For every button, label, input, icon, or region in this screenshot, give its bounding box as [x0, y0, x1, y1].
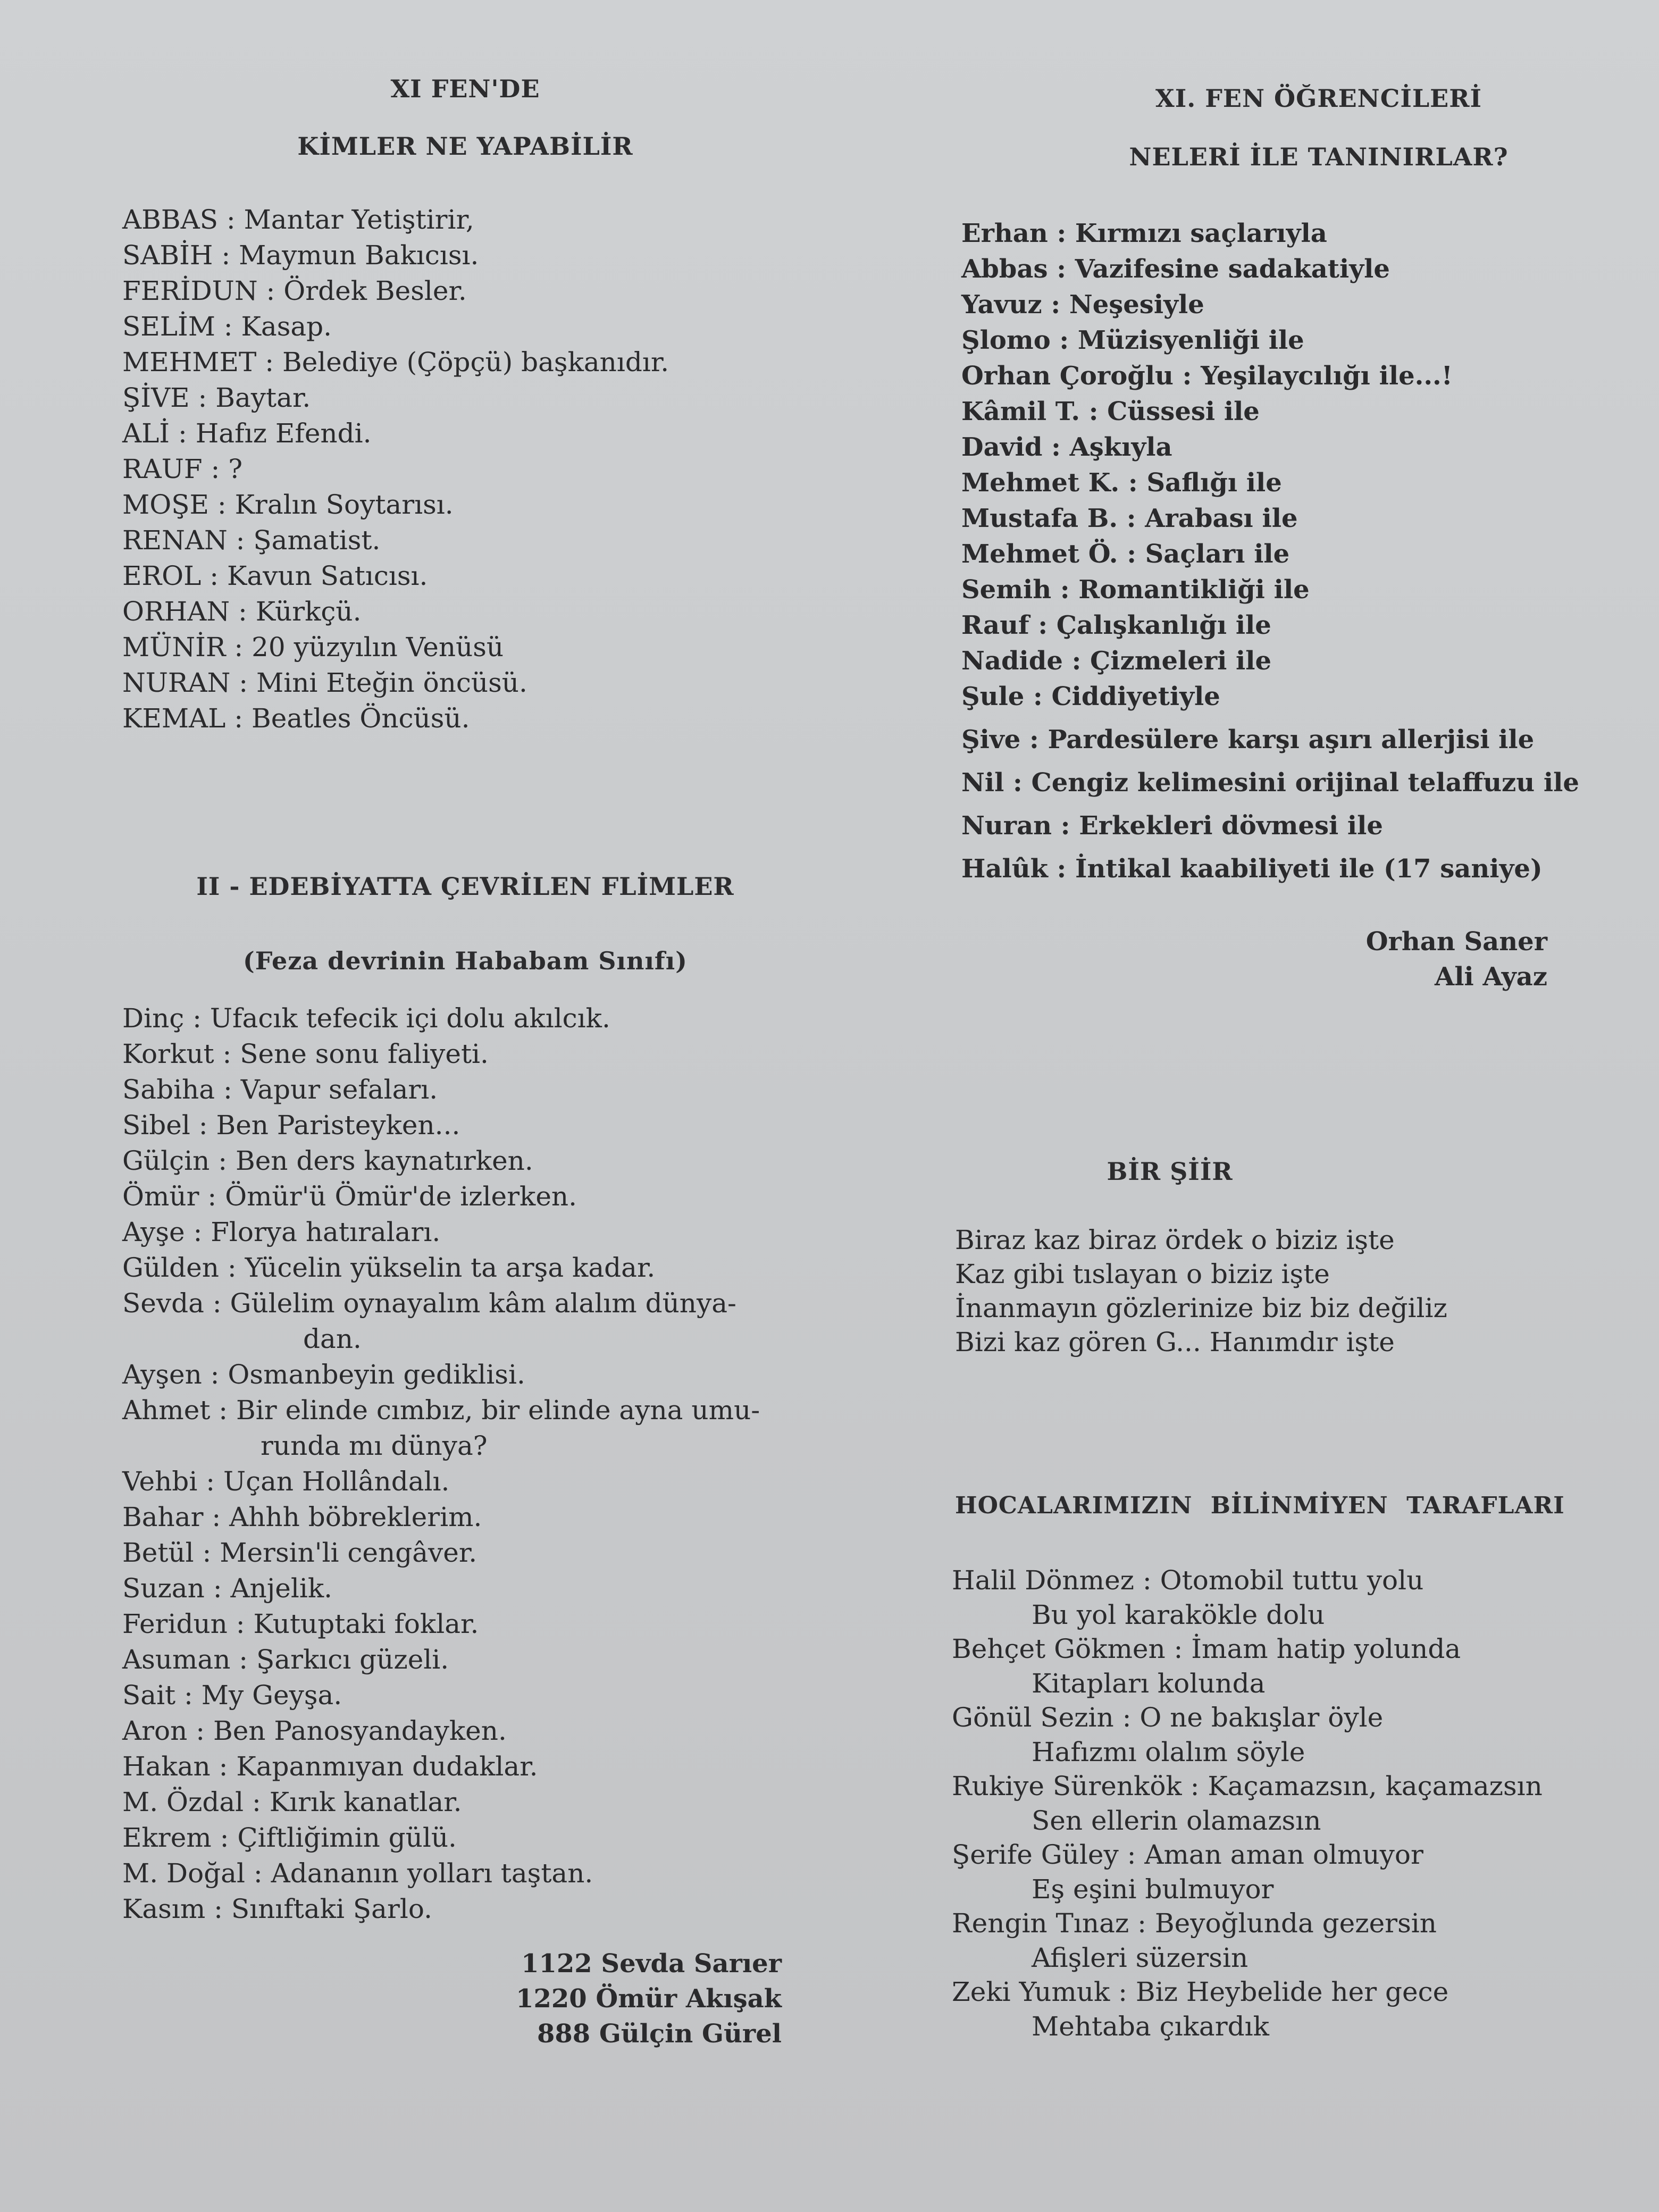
kimler-list	[122, 202, 669, 736]
list-item: SABİH : Maymun Bakıcısı.	[122, 240, 479, 271]
list-item: ALİ : Hafız Efendi.	[122, 418, 372, 449]
list-item: Kâmil T. : Cüssesi ile	[961, 397, 1260, 426]
list-item: EROL : Kavun Satıcısı.	[122, 560, 428, 591]
verse-line: Rengin Tınaz : Beyoğlunda gezersin	[952, 1908, 1437, 1939]
list-item: Betül : Mersin'li cengâver.	[122, 1537, 477, 1568]
list-item: FERİDUN : Ördek Besler.	[122, 275, 467, 306]
verse-line: Gönül Sezin : O ne bakışlar öyle	[952, 1702, 1384, 1733]
signature-block-right	[1271, 924, 1547, 994]
list-item: Aron : Ben Panosyandayken.	[122, 1715, 507, 1746]
list-item: Ayşe : Florya hatıraları.	[122, 1217, 441, 1247]
signature-block-left	[399, 1946, 782, 2051]
list-item: Ayşen : Osmanbeyin gediklisi.	[122, 1359, 525, 1390]
list-item: Şule : Ciddiyetiyle	[961, 682, 1220, 711]
list-item: Mehmet K. : Saflığı ile	[961, 468, 1282, 498]
list-item: MOŞE : Kralın Soytarısı.	[122, 489, 454, 520]
list-item: Dinç : Ufacık tefecik içi dolu akılcık.	[122, 1003, 610, 1034]
list-item: ABBAS : Mantar Yetiştirir,	[122, 204, 474, 235]
list-item: Şlomo : Müzisyenliği ile	[961, 325, 1304, 355]
verse-line-continuation: Hafızmı olalım söyle	[1032, 1736, 1305, 1767]
list-item: M. Özdal : Kırık kanatlar.	[122, 1787, 462, 1817]
list-item: Mustafa B. : Arabası ile	[961, 504, 1298, 533]
list-item-continuation: runda mı dünya?	[261, 1430, 488, 1461]
list-item: Ömür : Ömür'ü Ömür'de izlerken.	[122, 1181, 577, 1212]
section-title-ogrenciler-line1: XI. FEN ÖĞRENCİLERİ	[1155, 84, 1482, 113]
verse-line-continuation: Mehtaba çıkardık	[1032, 2010, 1269, 2042]
signature-line: Orhan Saner	[1365, 927, 1547, 957]
section-title-siir: BİR ŞİİR	[1107, 1157, 1233, 1186]
verse-line: Behçet Gökmen : İmam hatip yolunda	[952, 1633, 1461, 1664]
list-item: RENAN : Şamatist.	[122, 525, 381, 556]
list-item: Ahmet : Bir elinde cımbız, bir elinde ayna umu-	[122, 1395, 760, 1426]
signature-line: 888 Gülçin Gürel	[537, 2019, 782, 2049]
verse-line: Rukiye Sürenkök : Kaçamazsın, kaçamazsın	[952, 1771, 1543, 1802]
ogrenciler-list	[961, 216, 1579, 887]
section-title-kimler-line1: XI FEN'DE	[390, 74, 540, 103]
list-item: Sibel : Ben Paristeyken...	[122, 1110, 460, 1141]
list-item: SELİM : Kasap.	[122, 311, 332, 342]
list-item: Vehbi : Uçan Hollândalı.	[122, 1466, 450, 1497]
list-item: David : Aşkıyla	[961, 432, 1172, 462]
list-item: RAUF : ?	[122, 454, 243, 484]
list-item: Rauf : Çalışkanlığı ile	[961, 610, 1271, 640]
section-subtitle-filmler: (Feza devrinin Hababam Sınıfı)	[243, 946, 688, 975]
hocalar-lines	[952, 1563, 1543, 2043]
list-item: NURAN : Mini Eteğin öncüsü.	[122, 667, 527, 698]
list-item: Gülden : Yücelin yükselin ta arşa kadar.	[122, 1252, 656, 1283]
list-item: Erhan : Kırmızı saçlarıyla	[961, 219, 1327, 248]
list-item: Feridun : Kutuptaki foklar.	[122, 1608, 479, 1639]
verse-line: Zeki Yumuk : Biz Heybelide her gece	[952, 1976, 1449, 2007]
list-item: Orhan Çoroğlu : Yeşilaycılığı ile...!	[961, 361, 1453, 391]
section-title-kimler-line2: KİMLER NE YAPABİLİR	[297, 132, 633, 161]
section-title-ogrenciler-line2: NELERİ İLE TANINIRLAR?	[1129, 143, 1509, 171]
verse-line: Şerife Güley : Aman aman olmuyor	[952, 1839, 1423, 1870]
list-item: M. Doğal : Adananın yolları taştan.	[122, 1858, 593, 1889]
poem-line: Kaz gibi tıslayan o biziz işte	[955, 1259, 1330, 1289]
list-item: Ekrem : Çiftliğimin gülü.	[122, 1822, 457, 1853]
list-item: Nadide : Çizmeleri ile	[961, 646, 1272, 676]
list-item: Sait : My Geyşa.	[122, 1680, 342, 1711]
list-item: Gülçin : Ben ders kaynatırken.	[122, 1145, 533, 1176]
list-item: Kasım : Sınıftaki Şarlo.	[122, 1893, 432, 1924]
list-item: Suzan : Anjelik.	[122, 1573, 333, 1604]
list-item: Nil : Cengiz kelimesini orijinal telaffuzu ile	[961, 768, 1579, 798]
signature-line: 1122 Sevda Sarıer	[521, 1949, 782, 1979]
signature-line: 1220 Ömür Akışak	[516, 1984, 782, 2014]
list-item-continuation: dan.	[303, 1323, 362, 1354]
list-item: Şive : Pardesülere karşı aşırı allerjisi ile	[961, 725, 1535, 755]
signature-line: Ali Ayaz	[1435, 962, 1547, 992]
list-item: Halûk : İntikal kaabiliyeti ile (17 saniye)	[961, 854, 1543, 884]
list-item: Abbas : Vazifesine sadakatiyle	[961, 254, 1390, 284]
list-item: ORHAN : Kürkçü.	[122, 596, 362, 627]
list-item: MÜNİR : 20 yüzyılın Venüsü	[122, 632, 504, 663]
verse-line-continuation: Afişleri süzersin	[1032, 1942, 1249, 1973]
verse-line-continuation: Kitapları kolunda	[1032, 1668, 1266, 1699]
list-item: ŞİVE : Baytar.	[122, 382, 311, 413]
list-item: Asuman : Şarkıcı güzeli.	[122, 1644, 449, 1675]
list-item: KEMAL : Beatles Öncüsü.	[122, 703, 470, 734]
verse-line-continuation: Eş eşini bulmuyor	[1032, 1873, 1274, 1905]
list-item: Sevda : Gülelim oynayalım kâm alalım dünya-	[122, 1288, 736, 1319]
list-item: Korkut : Sene sonu faliyeti.	[122, 1038, 489, 1069]
poem-lines	[955, 1223, 1447, 1359]
section-title-filmler: II - EDEBİYATTA ÇEVRİLEN FLİMLER	[196, 872, 734, 901]
list-item: Sabiha : Vapur sefaları.	[122, 1074, 438, 1105]
poem-line: İnanmayın gözlerinize biz biz değiliz	[955, 1293, 1447, 1323]
list-item: Semih : Romantikliği ile	[961, 575, 1310, 605]
list-item: Hakan : Kapanmıyan dudaklar.	[122, 1751, 538, 1782]
list-item: Nuran : Erkekleri dövmesi ile	[961, 811, 1383, 841]
verse-line-continuation: Sen ellerin olamazsın	[1032, 1805, 1321, 1836]
list-item: Bahar : Ahhh böbreklerim.	[122, 1502, 482, 1532]
filmler-list	[122, 1001, 760, 1927]
section-title-hocalar: HOCALARIMIZIN BİLİNMİYEN TARAFLARI	[955, 1492, 1565, 1519]
poem-line: Bizi kaz gören G... Hanımdır işte	[955, 1327, 1395, 1358]
list-item: MEHMET : Belediye (Çöpçü) başkanıdır.	[122, 347, 669, 378]
poem-line: Biraz kaz biraz ördek o biziz işte	[955, 1225, 1395, 1255]
list-item: Mehmet Ö. : Saçları ile	[961, 539, 1290, 569]
verse-line: Halil Dönmez : Otomobil tuttu yolu	[952, 1565, 1424, 1596]
list-item: Yavuz : Neşesiyle	[961, 290, 1204, 320]
verse-line-continuation: Bu yol karakökle dolu	[1032, 1599, 1325, 1630]
